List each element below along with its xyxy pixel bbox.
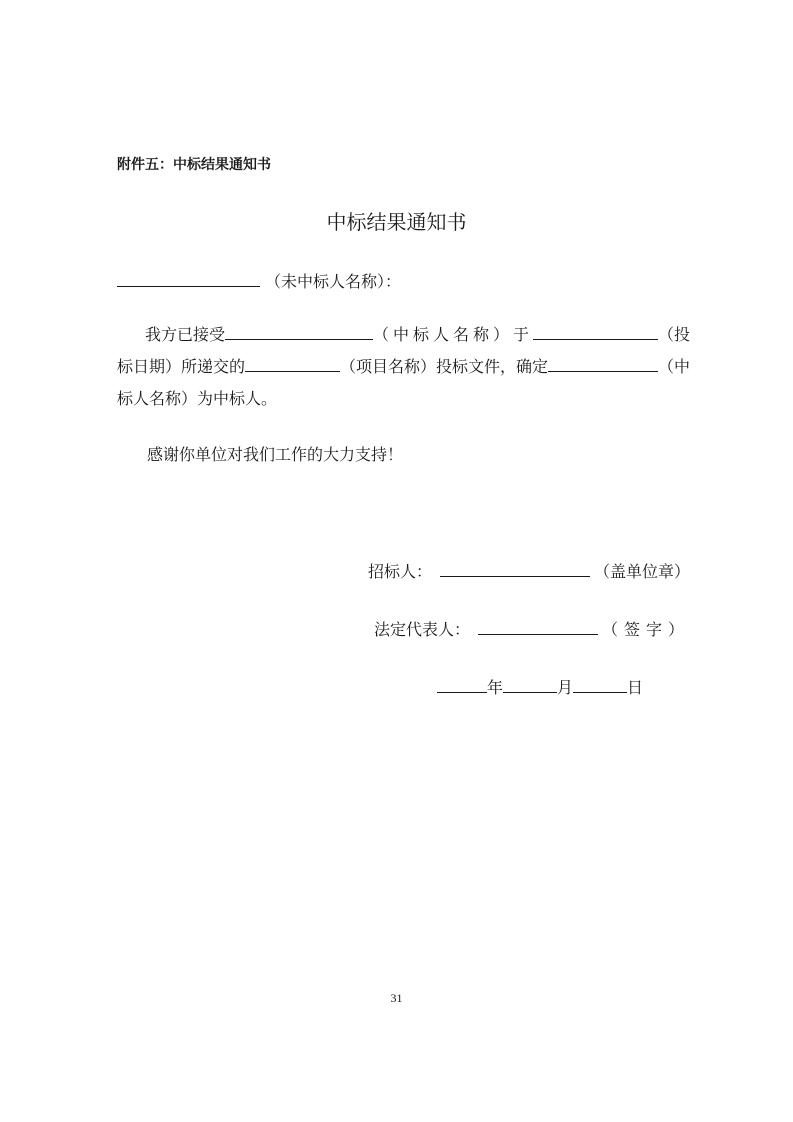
document-title: 中标结果通知书: [326, 212, 467, 234]
page-number: 31: [390, 991, 403, 1005]
attachment-heading: 附件五：中标结果通知书: [117, 156, 271, 172]
fill-in-blank: [437, 687, 487, 693]
legal-representative-signature-line: [374, 620, 690, 642]
body-line-3: [117, 389, 690, 421]
text-segment: 年: [487, 680, 504, 697]
text-segment: （项目名称）投标文件，确定: [340, 359, 549, 376]
text-segment: 日: [627, 680, 644, 697]
body-paragraph: [117, 325, 690, 421]
text-segment: 招标人：: [367, 564, 432, 581]
fill-in-blank: [440, 571, 590, 577]
fill-in-blank: [573, 687, 627, 693]
body-line-2: [117, 357, 690, 389]
tenderer-signature-line: [368, 562, 690, 584]
text-segment: （签字）: [601, 622, 690, 639]
fill-in-blank: [225, 334, 373, 340]
text-segment: （未中标人名称）：: [265, 274, 402, 291]
body-line-1: [117, 325, 690, 357]
fill-in-blank: [503, 687, 557, 693]
fill-in-blank: [117, 281, 260, 287]
text-segment: 月: [557, 680, 574, 697]
text-segment: （中: [658, 359, 691, 376]
text-segment: （盖单位章）: [593, 564, 690, 581]
fill-in-blank: [533, 334, 658, 340]
recipient-line: [117, 272, 401, 294]
thanks-line: 感谢你单位对我们工作的大力支持！: [147, 447, 404, 464]
fill-in-blank: [478, 629, 598, 635]
text-segment: 标人名称）为中标人。: [117, 391, 278, 408]
fill-in-blank: [245, 366, 340, 372]
fill-in-blank: [548, 366, 658, 372]
text-segment: （中标人名称）于: [373, 327, 534, 344]
text-segment: （投: [658, 327, 691, 344]
date-line: [437, 678, 643, 700]
text-segment: 我方已接受: [145, 327, 226, 344]
text-segment: 标日期）所递交的: [117, 359, 246, 376]
text-segment: 法定代表人：: [373, 622, 470, 639]
